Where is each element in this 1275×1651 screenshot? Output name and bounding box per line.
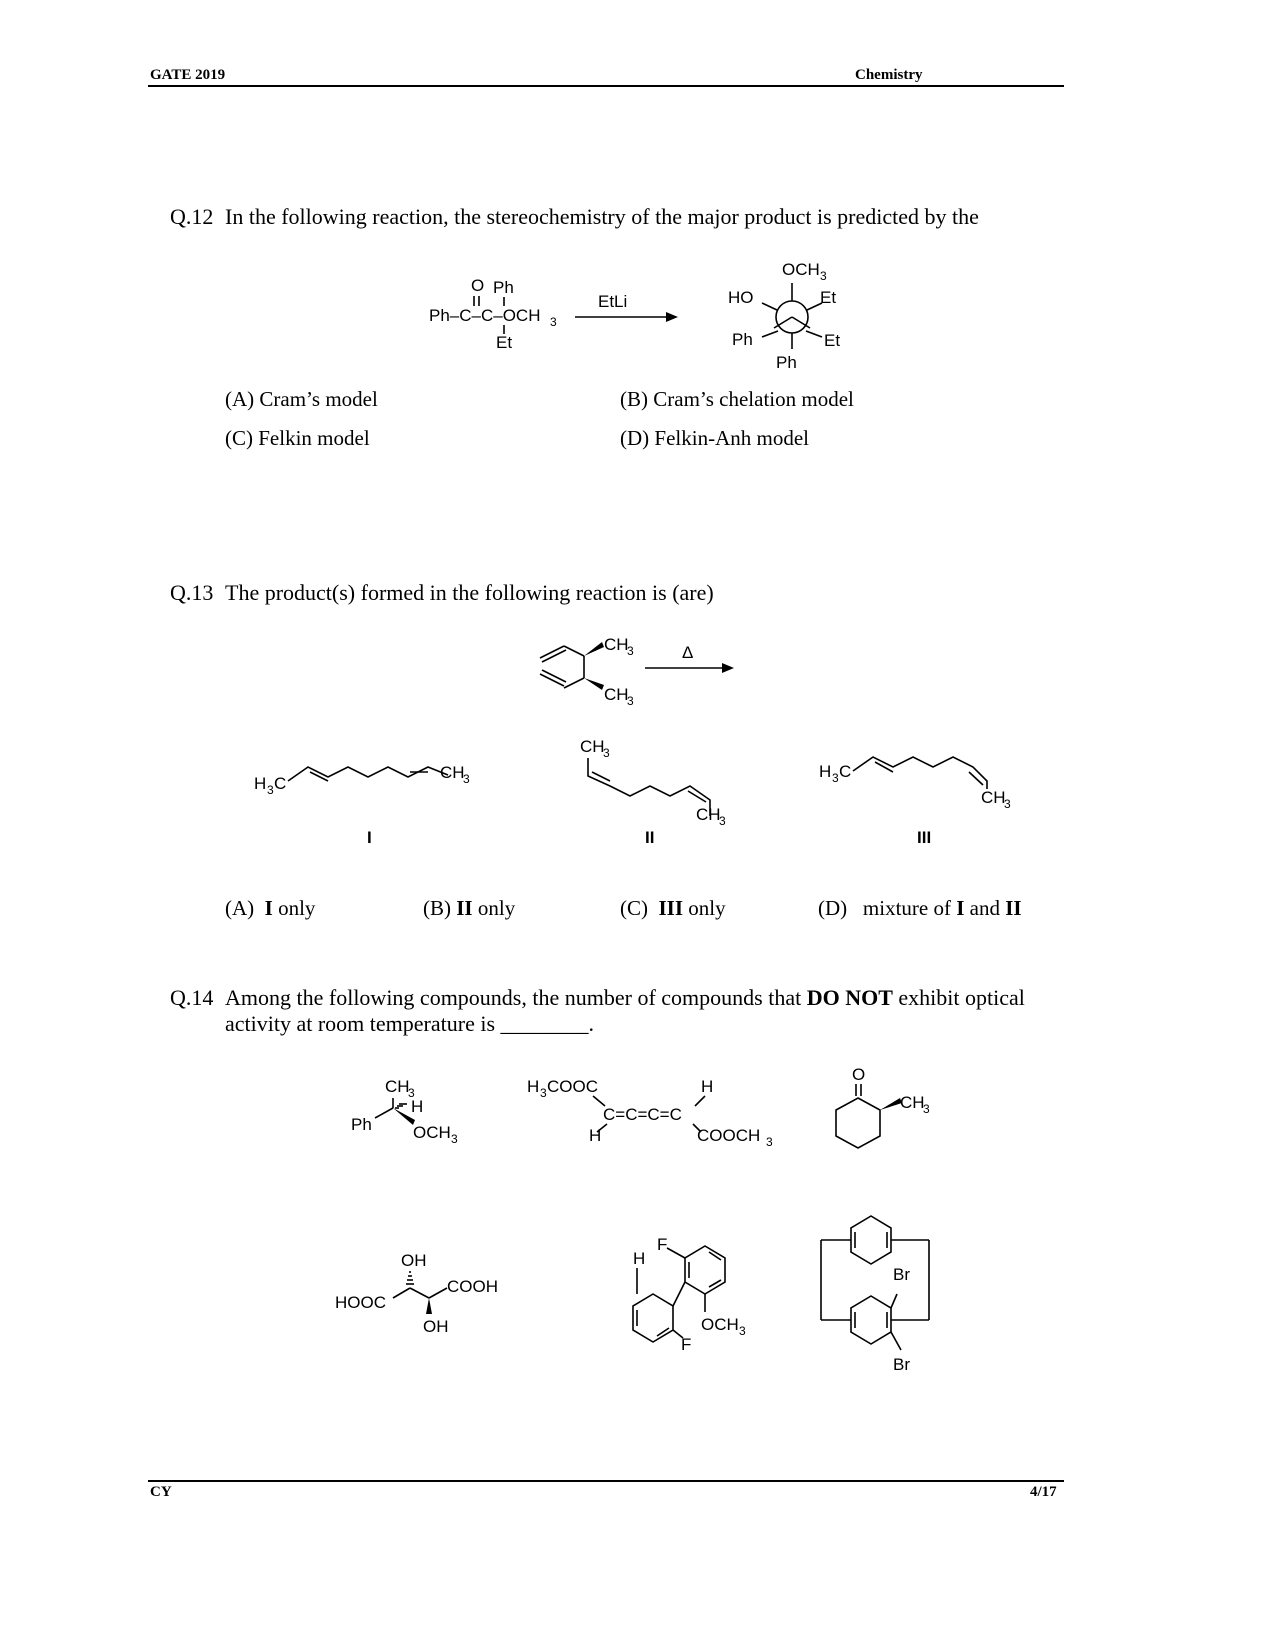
q14-number: Q.14 [170, 985, 214, 1010]
svg-text:H: H [411, 1097, 424, 1116]
svg-text:3: 3 [739, 1324, 746, 1338]
q12-option-b: (B) Cram’s chelation model [620, 387, 854, 411]
svg-text:O: O [852, 1065, 866, 1084]
svg-text:C=C=C=C: C=C=C=C [603, 1105, 682, 1124]
svg-text:COOCH: COOCH [697, 1126, 761, 1145]
q12-option-a: (A) Cram’s model [225, 387, 378, 411]
svg-text:COOH: COOH [447, 1277, 498, 1296]
q13-label-III: III [917, 828, 932, 847]
svg-text:Br: Br [893, 1265, 910, 1284]
svg-text:3: 3 [1004, 797, 1011, 811]
q13-product-II [570, 732, 770, 827]
svg-text:Ph: Ph [493, 278, 514, 297]
svg-text:3: 3 [451, 1132, 458, 1146]
q14-compound-4 [333, 1248, 523, 1338]
footer-code: CY [150, 1484, 172, 1500]
q13-option-d: (D) mixture of I and II [818, 896, 1022, 920]
header-rule [148, 85, 1064, 87]
svg-text:Et: Et [824, 331, 841, 350]
svg-text:3: 3 [719, 814, 726, 828]
svg-text:HO: HO [728, 288, 754, 307]
svg-text:3: 3 [820, 269, 827, 283]
q14-compound-2 [525, 1072, 785, 1147]
svg-text:Ph–C–C–OCH: Ph–C–C–OCH [429, 306, 541, 325]
svg-text:F: F [681, 1335, 692, 1354]
q13-option-c: (C) III only [620, 896, 726, 920]
svg-text:CH: CH [981, 788, 1006, 807]
svg-text:3: 3 [267, 783, 274, 797]
svg-text:Et: Et [820, 288, 837, 307]
svg-text:H: H [527, 1077, 540, 1096]
svg-text:CH: CH [440, 763, 465, 782]
svg-text:CH: CH [604, 685, 629, 704]
q13-product-III [815, 745, 1045, 815]
q13-label-II: II [645, 828, 655, 847]
svg-text:H: H [589, 1126, 602, 1145]
svg-text:3: 3 [627, 644, 634, 658]
svg-text:3: 3 [540, 1086, 547, 1100]
q14-compound-6 [815, 1210, 945, 1375]
q12-reaction-scheme [420, 255, 860, 380]
svg-text:CH: CH [385, 1077, 410, 1096]
svg-text:OCH: OCH [701, 1315, 739, 1334]
q14-compound-5 [605, 1232, 765, 1352]
svg-text:H: H [701, 1077, 714, 1096]
svg-text:3: 3 [923, 1102, 930, 1116]
q13-product-I [250, 745, 500, 805]
svg-text:HOOC: HOOC [335, 1293, 386, 1312]
footer-rule [148, 1480, 1064, 1482]
q13-option-b: (B) II only [423, 896, 516, 920]
q14-compound-3 [830, 1062, 960, 1162]
q12-reagent: EtLi [598, 292, 628, 311]
svg-text:H: H [819, 762, 832, 781]
svg-text:Ph: Ph [351, 1115, 372, 1134]
svg-text:COOC: COOC [547, 1077, 598, 1096]
q13-reactant-scheme [520, 628, 760, 708]
svg-text:3: 3 [603, 746, 610, 760]
q14-text-line2: activity at room temperature is ________. [225, 1011, 595, 1036]
svg-text:CH: CH [580, 737, 605, 756]
svg-text:3: 3 [627, 694, 634, 708]
q14-compound-1 [345, 1072, 475, 1147]
q14-text-line1: Among the following compounds, the number of compounds that DO NOT exhibit optical [225, 985, 1025, 1010]
svg-text:OH: OH [423, 1317, 449, 1336]
svg-text:Br: Br [893, 1355, 910, 1374]
svg-text:Ph: Ph [732, 330, 753, 349]
q13-condition: Δ [682, 643, 694, 662]
svg-text:H: H [633, 1249, 646, 1268]
svg-text:3: 3 [550, 315, 557, 329]
q12-option-d: (D) Felkin-Anh model [620, 426, 809, 450]
q12-number: Q.12 [170, 204, 214, 229]
q13-option-a: (A) I only [225, 896, 316, 920]
svg-text:OCH: OCH [782, 260, 820, 279]
svg-text:Et: Et [496, 333, 513, 352]
svg-text:H: H [254, 774, 267, 793]
svg-text:F: F [657, 1235, 668, 1254]
svg-text:3: 3 [766, 1135, 773, 1149]
svg-text:Ph: Ph [776, 353, 797, 372]
svg-text:3: 3 [463, 772, 470, 786]
svg-text:3: 3 [832, 771, 839, 785]
svg-text:CH: CH [696, 805, 721, 824]
header-exam: GATE 2019 [150, 67, 226, 83]
q12-text: In the following reaction, the stereochemistry of the major product is predicted by the [225, 204, 979, 229]
svg-text:C: C [839, 762, 852, 781]
header-subject: Chemistry [855, 67, 923, 83]
svg-text:OCH: OCH [413, 1123, 451, 1142]
q13-text: The product(s) formed in the following reaction is (are) [225, 580, 714, 605]
svg-text:CH: CH [604, 635, 629, 654]
svg-text:O: O [471, 276, 485, 295]
footer-page: 4/17 [1030, 1484, 1057, 1500]
svg-text:OH: OH [401, 1251, 427, 1270]
svg-text:3: 3 [408, 1086, 415, 1100]
q13-label-I: I [367, 828, 372, 847]
q12-option-c: (C) Felkin model [225, 426, 370, 450]
q13-number: Q.13 [170, 580, 214, 605]
svg-text:CH: CH [900, 1093, 925, 1112]
svg-text:C: C [274, 774, 287, 793]
